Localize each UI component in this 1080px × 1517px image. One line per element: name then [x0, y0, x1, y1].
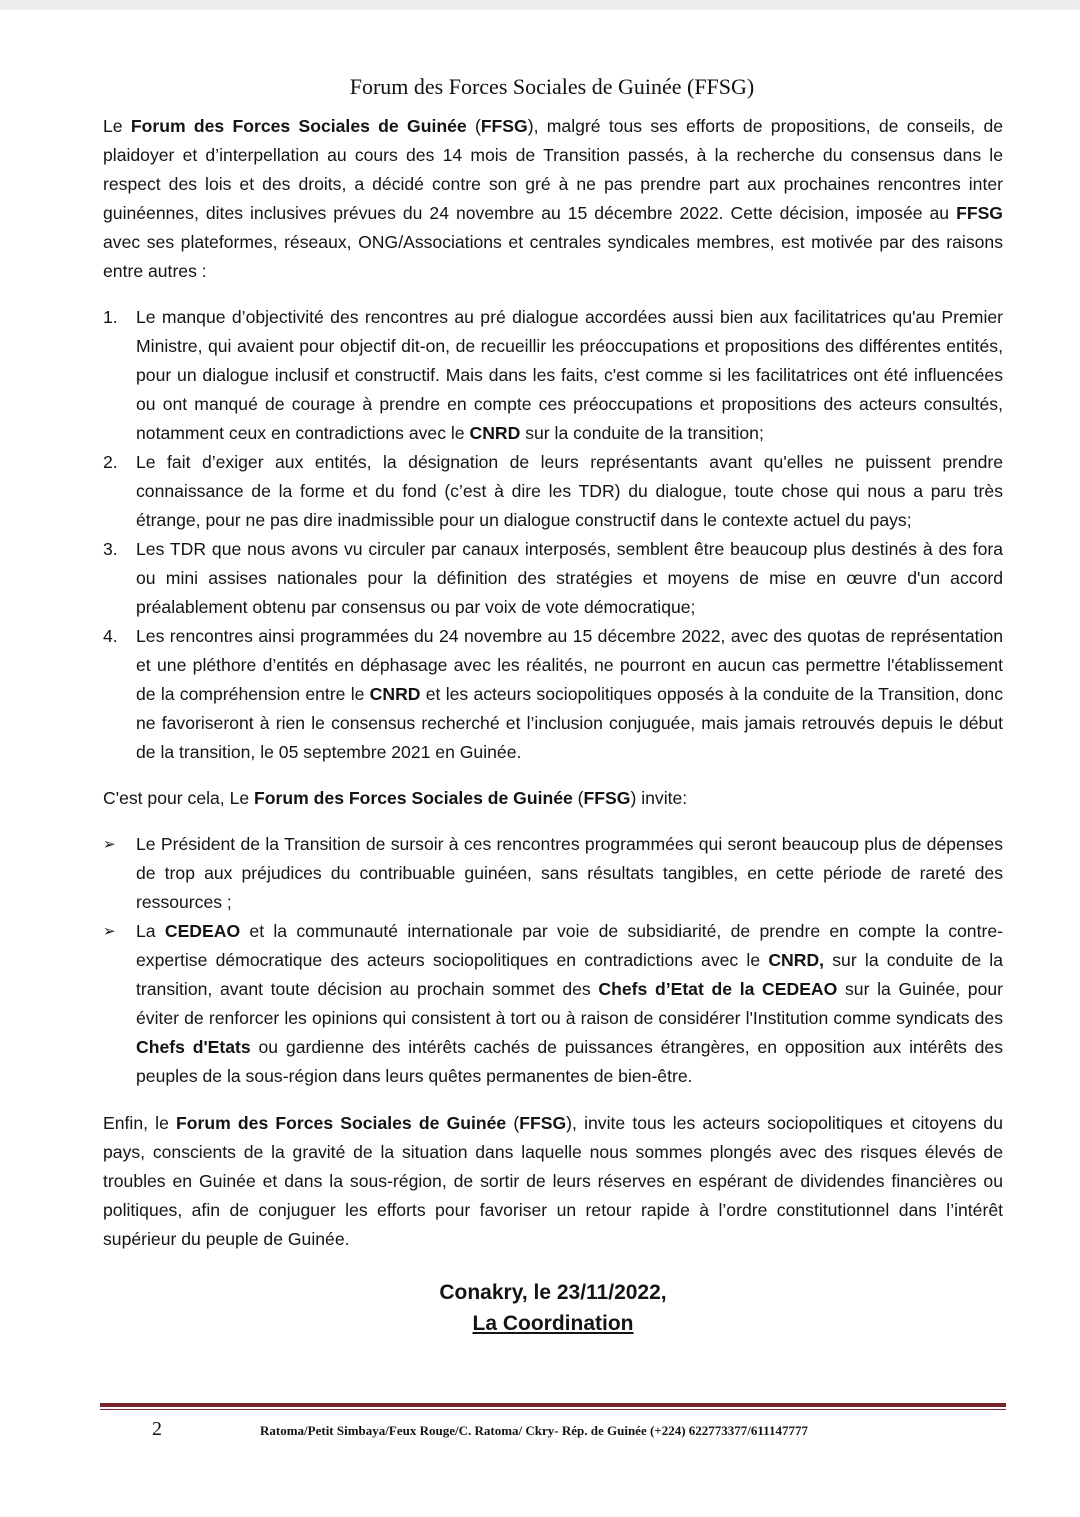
conclusion-paragraph: [103, 1109, 1003, 1254]
list-item: [103, 535, 1003, 622]
bold-term: CEDEAO: [164, 921, 241, 941]
list-item-text: et la communauté internationale par voie de subsidiarité, de prendre en compte la contre-expertise démocratique des acteurs sociopolitiques en contradictions avec le: [136, 921, 1003, 970]
invite-text: C'est pour cela, Le: [103, 788, 255, 808]
conclusion-text: Enfin, le: [103, 1113, 177, 1133]
document-body: [103, 112, 1003, 1339]
arrow-bullet-icon: ➢: [103, 923, 116, 940]
intro-text: (: [466, 116, 481, 136]
signatory: La Coordination: [472, 1312, 634, 1335]
org-name: Forum des Forces Sociales de Guinée: [130, 116, 467, 136]
list-item-text: Le manque d’objectivité des rencontres au pré dialogue accordées aussi bien aux facilitatrices qu'au Premier Ministre, qui avaient pour objectif dit-on, de recueillir les préoccupations et propositions des différentes entités, pour un dialogue inclusif et constructif. Mais dans les faits, c'est comme si les facilitatrices ont été influencées ou ont manqué de courage à prendre en compte ces préoccupations et propositions des acteurs consultés, notamment ceux en contradictions avec le: [136, 307, 1003, 443]
footer-rule-thin: [100, 1409, 1006, 1410]
list-item-text: Le Président de la Transition de sursoir à ces rencontres programmées qui seront beaucoup plus de dépenses de trop aux préjudices du contribuable guinéen, sans résultats tangibles, en cette période de rareté des ressources ;: [136, 834, 1003, 912]
org-name: Forum des Forces Sociales de Guinée: [254, 788, 573, 808]
intro-text: Le: [103, 116, 131, 136]
bold-term: Chefs d'Etats: [136, 1037, 251, 1057]
intro-paragraph: [103, 112, 1003, 286]
list-item-text: sur la conduite de la transition;: [520, 423, 764, 443]
page-header-title: Forum des Forces Sociales de Guinée (FFSG): [349, 74, 755, 99]
page-number: 2: [152, 1418, 162, 1440]
list-item: [103, 448, 1003, 535]
list-item-text: ou gardienne des intérêts cachés de puissances étrangères, en opposition aux intérêts des peuples de la sous-région dans leurs quêtes permanentes de bien-être.: [136, 1037, 1003, 1086]
org-acronym: FFSG: [519, 1113, 567, 1133]
signature-block: [103, 1277, 1003, 1339]
org-name: Forum des Forces Sociales de Guinée: [176, 1113, 507, 1133]
org-acronym: FFSG: [583, 788, 631, 808]
list-number: 1.: [103, 307, 118, 327]
invite-paragraph: [103, 784, 1003, 813]
list-item-text: Les rencontres ainsi programmées du 24 novembre au 15 décembre 2022, avec des quotas de représentation et une pléthore d’entités en déphasage avec les réalités, ne pourront en aucun cas permettre l'établissement de la compréhension entre le: [136, 626, 1003, 704]
demands-list: [103, 830, 1003, 1091]
bold-term: Chefs d’Etat de la CEDEAO: [598, 979, 838, 999]
bold-term: CNRD,: [768, 950, 825, 970]
footer-address: Ratoma/Petit Simbaya/Feux Rouge/C. Ratoma/ Ckry- Rép. de Guinée (+224) 622773377/611147777: [260, 1423, 808, 1438]
intro-text: ), malgré tous ses efforts de propositions, de conseils, de plaidoyer et d’interpellation au cours des 14 mois de Transition passés, à la recherche du consensus dans le respect des lois et des droits, a décidé contre son gré à ne pas prendre part aux prochaines rencontres inter guinéennes, dites inclusives prévues du 24 novembre au 15 décembre 2022. Cette décision, imposée au: [103, 116, 1004, 223]
invite-text: ) invite:: [630, 788, 688, 808]
invite-text: (: [572, 788, 584, 808]
list-item-text: sur la Guinée, pour éviter de renforcer les opinions qui consistent à tort ou à raison de considérer l'Institution comme syndicats des: [136, 979, 1003, 1028]
list-number: 4.: [103, 626, 118, 646]
list-number: 3.: [103, 539, 118, 559]
list-item-text: et les acteurs sociopolitiques opposés à la conduite de la Transition, donc ne favoriseront à rien le consensus recherché et l’inclusion conjuguée, mais jamais retrouvés depuis le début de la transition, le 05 septembre 2021 en Guinée.: [136, 684, 1003, 762]
conclusion-text: ), invite tous les acteurs sociopolitiques et citoyens du pays, conscients de la gravité de la situation dans laquelle nous sommes plongés avec des risques élevés de troubles en Guinée et dans la sous-région, de sortir de leurs réserves en espérant de dividendes financières ou politiques, afin de conjuguer les efforts pour favoriser un retour rapide à l’ordre constitutionnel dans l’intérêt supérieur du peuple de Guinée.: [103, 1113, 1003, 1249]
list-item: [103, 830, 1003, 917]
list-number: 2.: [103, 452, 118, 472]
org-acronym: FFSG: [480, 116, 528, 136]
list-item-text: Le fait d’exiger aux entités, la désignation de leurs représentants avant qu'elles ne puissent prendre connaissance de la forme et du fond (c’est à dire les TDR) du dialogue, toute chose qui nous a paru très étrange, pour ne pas dire inadmissible pour un dialogue constructif dans le contexte actuel du pays;: [136, 452, 1003, 530]
list-item-text: Les TDR que nous avons vu circuler par canaux interposés, semblent être beaucoup plus destinés à des fora ou mini assises nationales pour la définition des stratégies et moyens de mise en œuvre d'un accord préalablement obtenu par consensus ou par voix de vote démocratique;: [136, 539, 1003, 617]
list-item: [103, 622, 1003, 767]
footer-rule: [100, 1403, 1006, 1407]
conclusion-text: (: [506, 1113, 520, 1133]
place-date: Conakry, le 23/11/2022,: [439, 1281, 667, 1304]
intro-text: avec ses plateformes, réseaux, ONG/Associations et centrales syndicales membres, est motivée par des raisons entre autres :: [103, 232, 1003, 281]
list-item-text: La: [136, 921, 165, 941]
list-item-text: sur la conduite de la transition, avant toute décision au prochain sommet des: [136, 950, 1004, 999]
list-item: [103, 303, 1003, 448]
bold-term: CNRD: [369, 684, 421, 704]
bold-term: CNRD: [469, 423, 521, 443]
org-acronym: FFSG: [956, 203, 1003, 223]
reasons-list: [103, 303, 1003, 767]
list-item: [103, 917, 1003, 1091]
arrow-bullet-icon: ➢: [103, 836, 116, 853]
top-bar: [0, 0, 1080, 10]
